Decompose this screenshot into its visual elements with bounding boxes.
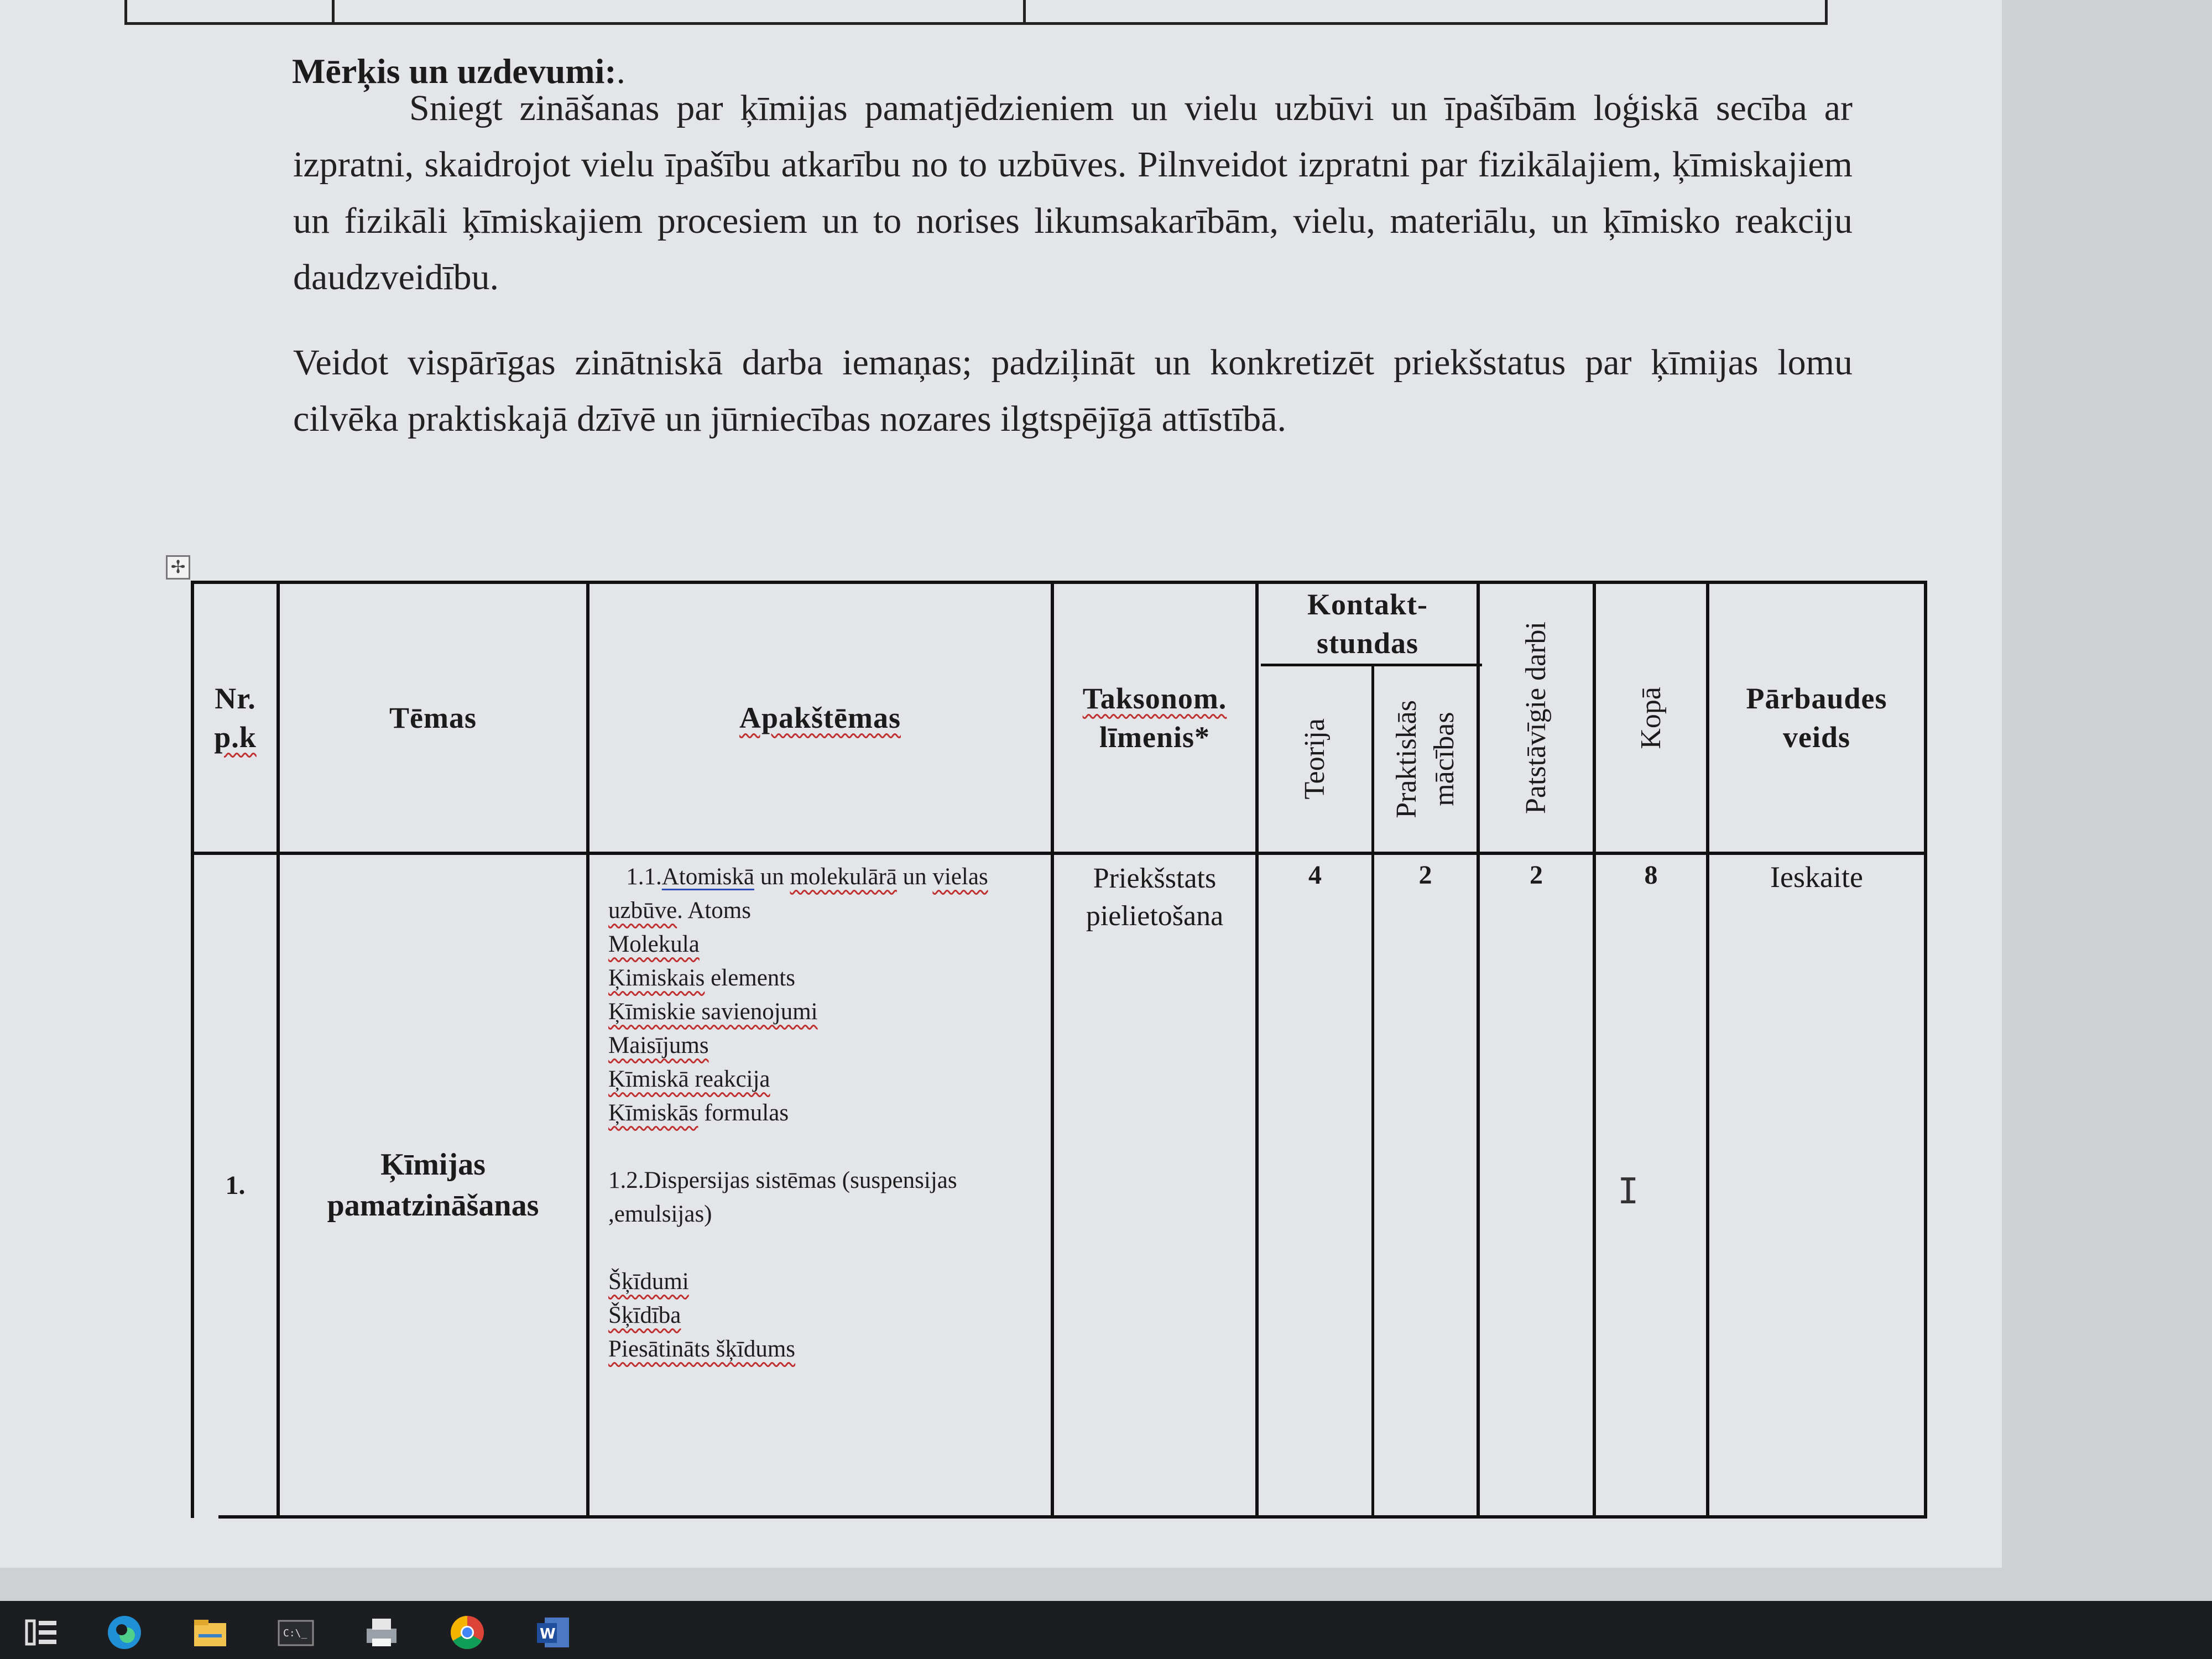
row-nr[interactable]: 1. bbox=[225, 1170, 246, 1200]
header-nr bbox=[194, 584, 276, 852]
chrome-icon[interactable] bbox=[448, 1613, 487, 1652]
svg-text:C:\_: C:\_ bbox=[283, 1627, 307, 1639]
header-kontakt-line1: Kontakt- bbox=[1307, 588, 1428, 621]
header-prakt-label: Praktiskās mācības bbox=[1390, 700, 1460, 818]
list-item: Šķīdība bbox=[608, 1302, 681, 1328]
previous-table-bottom bbox=[124, 0, 1828, 25]
table-line bbox=[1023, 0, 1026, 22]
header-prakt bbox=[1374, 666, 1477, 852]
text-cursor-icon: I bbox=[1618, 1171, 1639, 1212]
row-teorija[interactable]: 4 bbox=[1308, 860, 1322, 890]
header-patstavigie bbox=[1480, 584, 1593, 852]
list-item: 1.2.Dispersijas sistēmas (suspensijas bbox=[608, 1167, 957, 1193]
row-tema-line2: pamatzināšanas bbox=[327, 1188, 539, 1223]
list-item: Ķīmiskie savienojumi bbox=[608, 999, 818, 1025]
list-item: Ķimiskais elements bbox=[608, 965, 795, 991]
row-taksonom-line1: Priekšstats bbox=[1093, 863, 1217, 894]
edge-icon[interactable] bbox=[105, 1613, 144, 1652]
list-item: Molekula bbox=[608, 931, 700, 957]
header-taksonom-line1: Taksonom. bbox=[1082, 682, 1227, 715]
table-line bbox=[332, 0, 335, 22]
terminal-icon[interactable] bbox=[276, 1613, 315, 1652]
list-item: uzbūve. Atoms bbox=[608, 898, 751, 924]
row-prakt[interactable]: 2 bbox=[1418, 860, 1432, 890]
goals-paragraph-1: Sniegt zināšanas par ķīmijas pamatjēdzieniem un vielu uzbūvi un īpašībām loģiskā secība ar izpratni, skaidrojot vielu īpašību atkarību no to uzbūves. Pilnveidot izpratni par fizikālajiem, ķīmiskajiem un fizikāli ķīmiskajiem procesiem un to norises likumsakarībām, vielu, materiālu, un ķīmisko reakciju daudzveidību. bbox=[293, 88, 1853, 298]
row-apakstemas[interactable] bbox=[608, 860, 1062, 1366]
row-parbaudes[interactable]: Ieskaite bbox=[1770, 860, 1863, 894]
header-kopa bbox=[1596, 584, 1706, 852]
header-kopa-label: Kopā bbox=[1635, 686, 1667, 749]
header-kontakt-line2: stundas bbox=[1316, 627, 1419, 660]
list-item: 1.1.Atomiskā un molekulārā un vielas bbox=[626, 864, 988, 890]
header-patstavigie-label: Patstāvīgie darbi bbox=[1520, 621, 1552, 815]
list-item: Ķīmiskā reakcija bbox=[608, 1066, 770, 1092]
taskbar bbox=[0, 1601, 2212, 1659]
row-tema[interactable] bbox=[280, 855, 586, 1515]
row-kopa[interactable]: 8 bbox=[1644, 860, 1658, 890]
row-tema-line1: Ķīmijas bbox=[380, 1147, 486, 1182]
header-nr-line1: Nr. bbox=[215, 682, 256, 715]
table-line bbox=[1924, 581, 1927, 1518]
printer-app-icon[interactable] bbox=[362, 1613, 401, 1652]
list-item: Piesātināts šķīdums bbox=[608, 1336, 796, 1362]
svg-text:W: W bbox=[540, 1626, 556, 1642]
header-apakstemas bbox=[589, 584, 1051, 852]
header-nr-line2: p.k bbox=[214, 721, 257, 754]
header-taksonom bbox=[1054, 584, 1255, 852]
list-item: ,emulsijas) bbox=[608, 1201, 712, 1227]
goals-paragraph-2: Veidot vispārīgas zinātniskā darba iemaņas; padziļināt un konkretizēt priekšstatus par ķīmijas lomu cilvēka praktiskajā dzīvē un jūrniecības nozares ilgtspējīgā attīstībā. bbox=[293, 342, 1853, 439]
table-move-handle-icon[interactable]: ✢ bbox=[166, 555, 190, 580]
table-line bbox=[218, 1515, 1927, 1519]
header-parbaudes-line2: veids bbox=[1782, 721, 1851, 754]
header-temas: Tēmas bbox=[389, 701, 477, 734]
goals-heading: Mērķis un uzdevumi:. bbox=[292, 51, 625, 91]
list-item: Maisījums bbox=[608, 1032, 709, 1058]
header-teorija bbox=[1259, 666, 1371, 852]
row-taksonom[interactable] bbox=[1054, 860, 1255, 937]
row-taksonom-line2: pielietošana bbox=[1086, 900, 1224, 932]
header-taksonom-line2: līmenis* bbox=[1099, 721, 1210, 754]
list-item: Ķīmiskās formulas bbox=[608, 1100, 789, 1126]
header-kontakt bbox=[1259, 584, 1477, 664]
header-parbaudes-line1: Pārbaudes bbox=[1746, 682, 1887, 715]
file-explorer-icon[interactable] bbox=[191, 1613, 229, 1652]
header-parbaudes bbox=[1709, 584, 1924, 852]
word-icon[interactable] bbox=[534, 1613, 572, 1652]
task-view-icon[interactable] bbox=[22, 1613, 61, 1652]
header-apakstemas-label: Apakštēmas bbox=[739, 701, 901, 734]
list-item: Šķīdumi bbox=[608, 1269, 689, 1295]
header-teorija-label: Teorija bbox=[1299, 718, 1331, 800]
row-patst[interactable]: 2 bbox=[1530, 860, 1543, 890]
syllabus-table bbox=[191, 581, 1927, 1548]
